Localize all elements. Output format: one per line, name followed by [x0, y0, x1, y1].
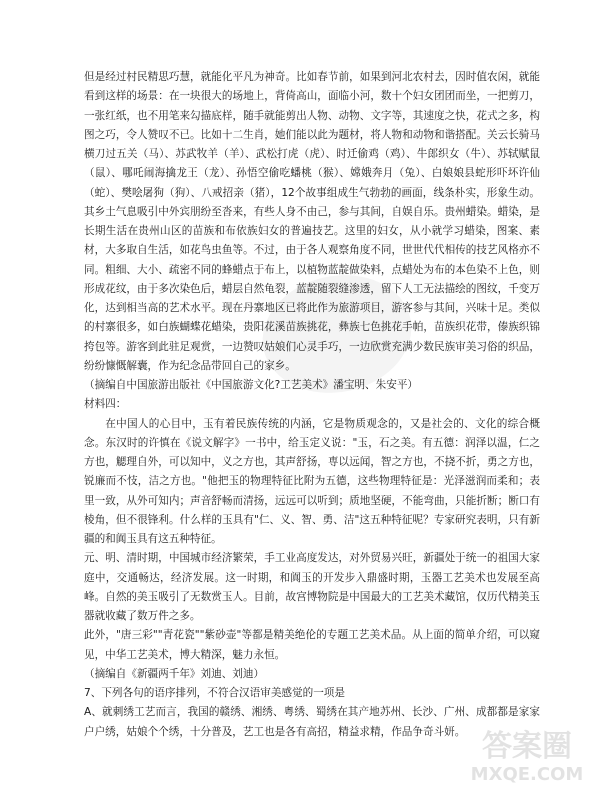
paragraph-yuan-ming-qing: 元、明、清时期，中国城市经济繁荣，手工业高度发达，对外贸易兴旺，新疆处于统一的祖国大家庭中，交通畅达，经济发展。这一时期，和阗玉的开发步入鼎盛时期，玉器工艺美术也发展至高峰。自然的美玉吸引了无数赏玉人。目前，故宫博物院是中国最大的工艺美术藏馆，仅历代精美玉器就收藏了数万件之多。 [84, 552, 540, 622]
paragraph-jade-culture: 在中国人的心目中，玉有着民族传统的内涵，它是物质观念的，又是社会的、文化的综合概念。东汉时的许慎在《说文解字》一书中，给玉定义说："玉，石之美。有五德：润泽以温，仁之方也，䚡理自外，可以知中，义之方也，其声舒扬，専以远闻，智之方也，不挠不折，勇之方也，锐廉而不忮，洁之方也。"他把玉的物理特征比附为五德，这些物理特征是：光泽滋润而柔和；表里一致，从外可知内；声音舒畅而清扬，远远可以听到；质地坚硬，不能弯曲，只能折断；断口有棱角，但不很锋利。什么样的玉具有"仁、义、智、勇、洁"这五种特征呢？专家研究表明，只有新疆的和阗玉具有这五种特征。 [84, 417, 540, 545]
logo-text: 答案圈 [482, 729, 572, 764]
material-four-heading: 材料四： [84, 398, 127, 411]
citation-two: （摘编自《新疆两千年》刘迪、刘迪） [84, 667, 265, 680]
citation-one: （摘编自中国旅游出版社《中国旅游文化?工艺美术》潘宝明、朱安平） [84, 379, 419, 391]
option-a: A、就刺绣工艺而言，我国的赣绣、湘绣、粤绣、蜀绣在其产地苏州、长沙、广州、成都都是家家户户绣，姑娘个个绣，十分普及，艺工也是各有高招，精益求精，作品争奇斗妍。 [84, 706, 540, 738]
question-seven: 7、下列各句的语序排列，不符合汉语审美感觉的一项是 [84, 687, 345, 699]
document-page [84, 68, 540, 742]
site-logo-watermark [452, 716, 602, 788]
paragraph-papercut-batik: 但是经过村民精思巧慧，就能化平凡为神奇。比如春节前，如果到河北农村去，因时值农闲，就能看到这样的场景：在一块很大的场地上，背倚高山，面临小河，数十个妇女团团而坐，一把剪刀，一张红纸，也不用笔来勾描底样，随手就能剪出人物、动物、文字等，其速度之快，花式之多，构图之巧，令人赞叹不已。比如十二生肖，她们能以此为题材，将人物和动物和谐搭配。关云长骑马横刀过五关（马）、苏武牧羊（羊）、武松打虎（虎）、时迁偷鸡（鸡）、牛郎织女（牛）、苏轼赋鼠（鼠）、哪吒闹海擒龙王（龙）、孙悟空偷吃蟠桃（猴）、嫦娥奔月（兔）、白娘娘县蛇形吓坏许仙（蛇）、樊哙屠狗（狗）、八戒招亲（猪），12个故事组成生气勃勃的画面，线条朴实，形象生动。其乡土气息吸引中外宾朋纷至沓来，有些人身不由己，参与其间，自娱自乐。贵州蜡染。蜡染，是长期生活在贵州山区的苗族和布依族妇女的普遍技艺。这里的妇女，从小就学习蜡染，图案、素材，大多取自生活，如花鸟虫鱼等。不过，由于各人观察角度不同，世世代代相传的技艺风格亦不同。粗细、大小、疏密不同的蜂蜡点于布上，以植物蓝靛做染料，点蜡处为布的本色染不上色，则形成花纹，由于多次染色后，蜡层自然龟裂，蓝靛随裂缝渗透，留下人工无法描绘的图纹，千变万化，达到相当高的艺术水平。现在丹寨地区已将此作为旅游项目，游客参与其间，兴味十足。类似的村寨很多，如白族蝴蝶花蜡染，贵阳花溪苗族挑花，彝族七色挑花手帕，苗族织花带，傣族织锦挎包等。游客到此驻足观赏，一边赞叹姑娘们心灵手巧，一边欣赏充满少数民族审美习俗的织品，纷纷慷慨解囊，作为纪念品带回自己的家乡。 [84, 71, 540, 372]
logo-domain: MXQE.COM [470, 764, 584, 785]
paragraph-crafts-summary: 此外，"唐三彩""青花瓷""紫砂壶"等都是精美绝伦的专题工艺美术品。从上面的简单介绍，可以窥见，中华工艺美术，博大精深，魅力永恒。 [84, 629, 540, 661]
